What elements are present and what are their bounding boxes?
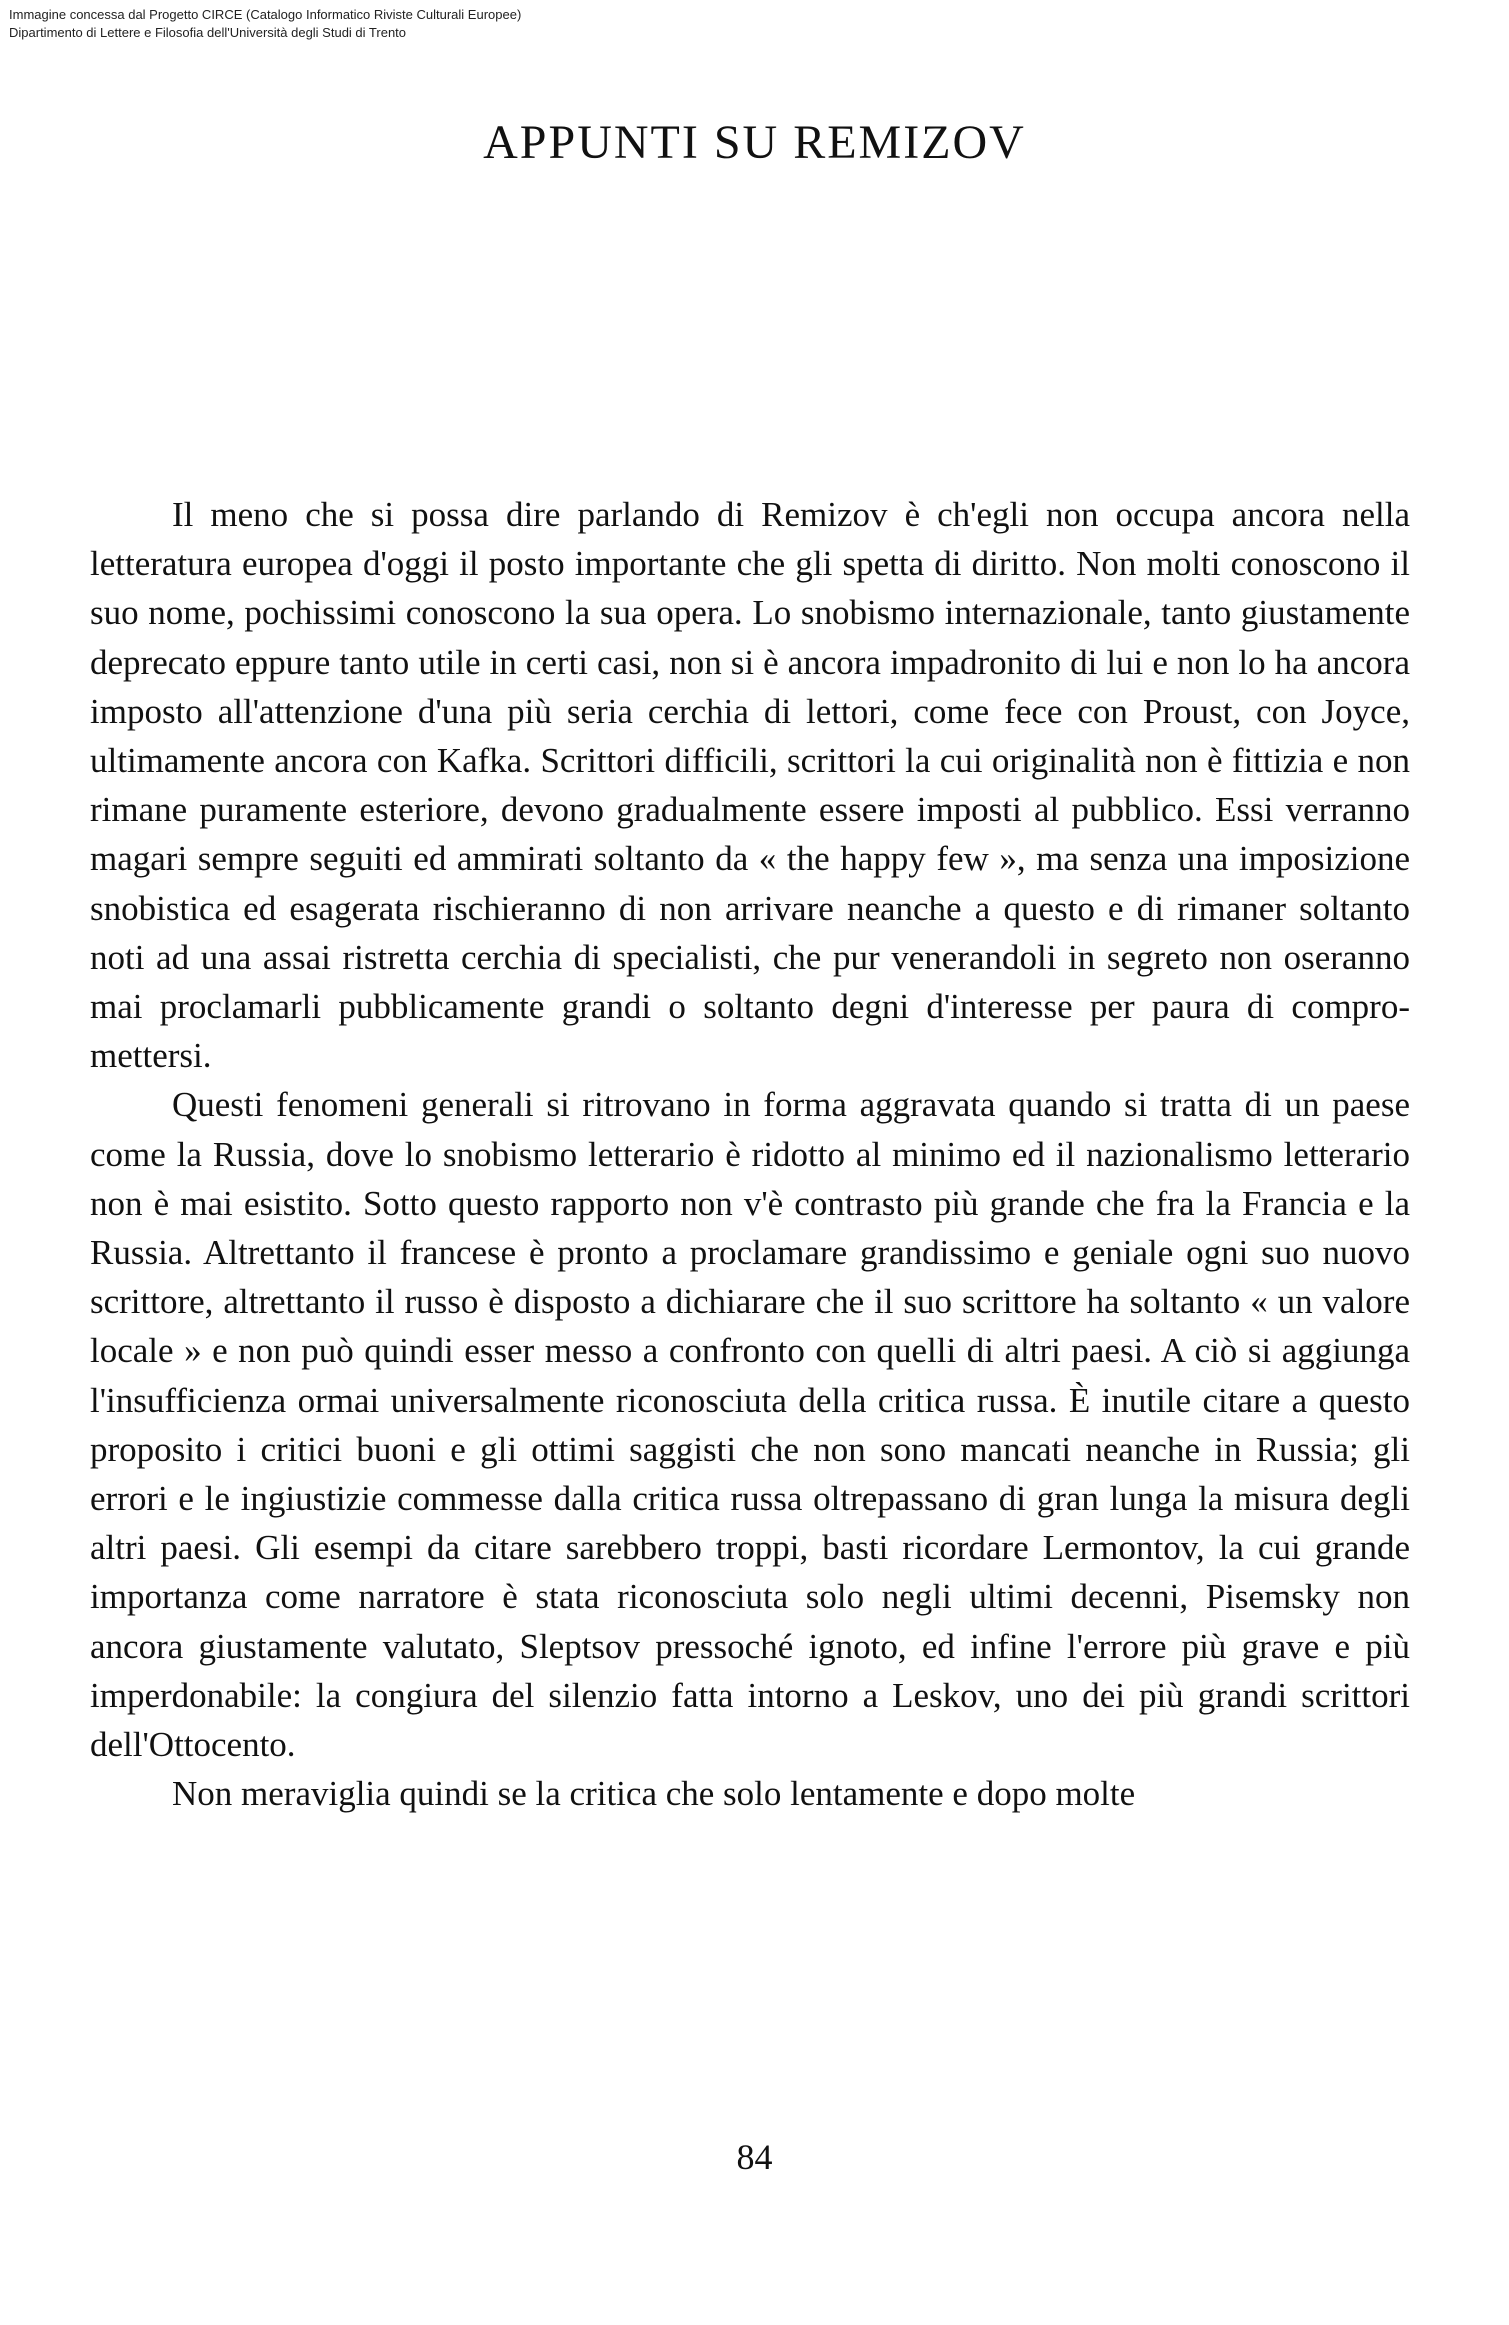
- credit-line-1: Immagine concessa dal Progetto CIRCE (Catalogo Informatico Riviste Culturali Europee): [9, 7, 522, 22]
- paragraph-1: Il meno che si possa dire parlando di Remizov è ch'egli non occupa ancora nella letteratura europea d'oggi il posto importante che gli spetta di diritto. Non molti conoscono il suo nome, pochissimi conoscono la sua opera. Lo snobismo internazionale, tanto giustamente deprecato eppure tanto utile in certi casi, non si è ancora impadronito di lui e non lo ha ancora imposto all'attenzione d'una più seria cerchia di lettori, come fece con Proust, con Joyce, ultimamente ancora con Kafka. Scrittori difficili, scrittori la cui originalità non è fittizia e non rimane puramente esteriore, devono gradualmente essere imposti al pubblico. Essi verranno magari sempre seguiti ed ammirati soltanto da « the happy few », ma senza una imposizione snobistica ed esagerata rischieranno di non arrivare neanche a questo e di rimaner soltanto noti ad una assai ristretta cerchia di specialisti, che pur venerandoli in segreto non oseranno mai proclamarli pubblicamente grandi o soltanto degni d'interesse per paura di compromettersi.: [90, 495, 1410, 1076]
- article-body: [90, 490, 1410, 1818]
- article-title: APPUNTI SU REMIZOV: [483, 116, 1026, 169]
- page-number: 84: [736, 2137, 773, 2177]
- image-credit: [9, 6, 521, 42]
- paragraph-2: Questi fenomeni generali si ritrovano in forma aggravata quando si tratta di un paese come la Russia, dove lo snobismo letterario è ridotto al minimo ed il nazionalismo letterario non è mai esistito. Sotto questo rapporto non v'è contrasto più grande che fra la Francia e la Russia. Altrettanto il francese è pronto a proclamare grandissimo e geniale ogni suo nuovo scrittore, altrettanto il russo è disposto a dichiarare che il suo scrittore ha soltanto « un valore locale » e non può quindi esser messo a confronto con quelli di altri paesi. A ciò si aggiunga l'insufficienza ormai universalmente riconosciuta della critica russa. È inutile citare a questo proposito i critici buoni e gli ottimi saggisti che non sono mancati neanche in Russia; gli errori e le ingiustizie commesse dalla critica russa oltrepassano di gran lunga la misura degli altri paesi. Gli esempi da citare sarebbero troppi, basti ricordare Lermontov, la cui grande importanza come narratore è stata riconosciuta solo negli ultimi decenni, Pisemsky non ancora giustamente valutato, Sleptsov pressoché ignoto, ed infine l'errore più grave e più imperdonabile: la congiura del silenzio fatta intorno a Leskov, uno dei più grandi scrittori dell'Ottocento.: [90, 1085, 1410, 1765]
- paragraph-3: Non meraviglia quindi se la critica che solo lentamente e dopo molte: [172, 1774, 1136, 1814]
- credit-line-2: Dipartimento di Lettere e Filosofia dell'Università degli Studi di Trento: [9, 25, 407, 40]
